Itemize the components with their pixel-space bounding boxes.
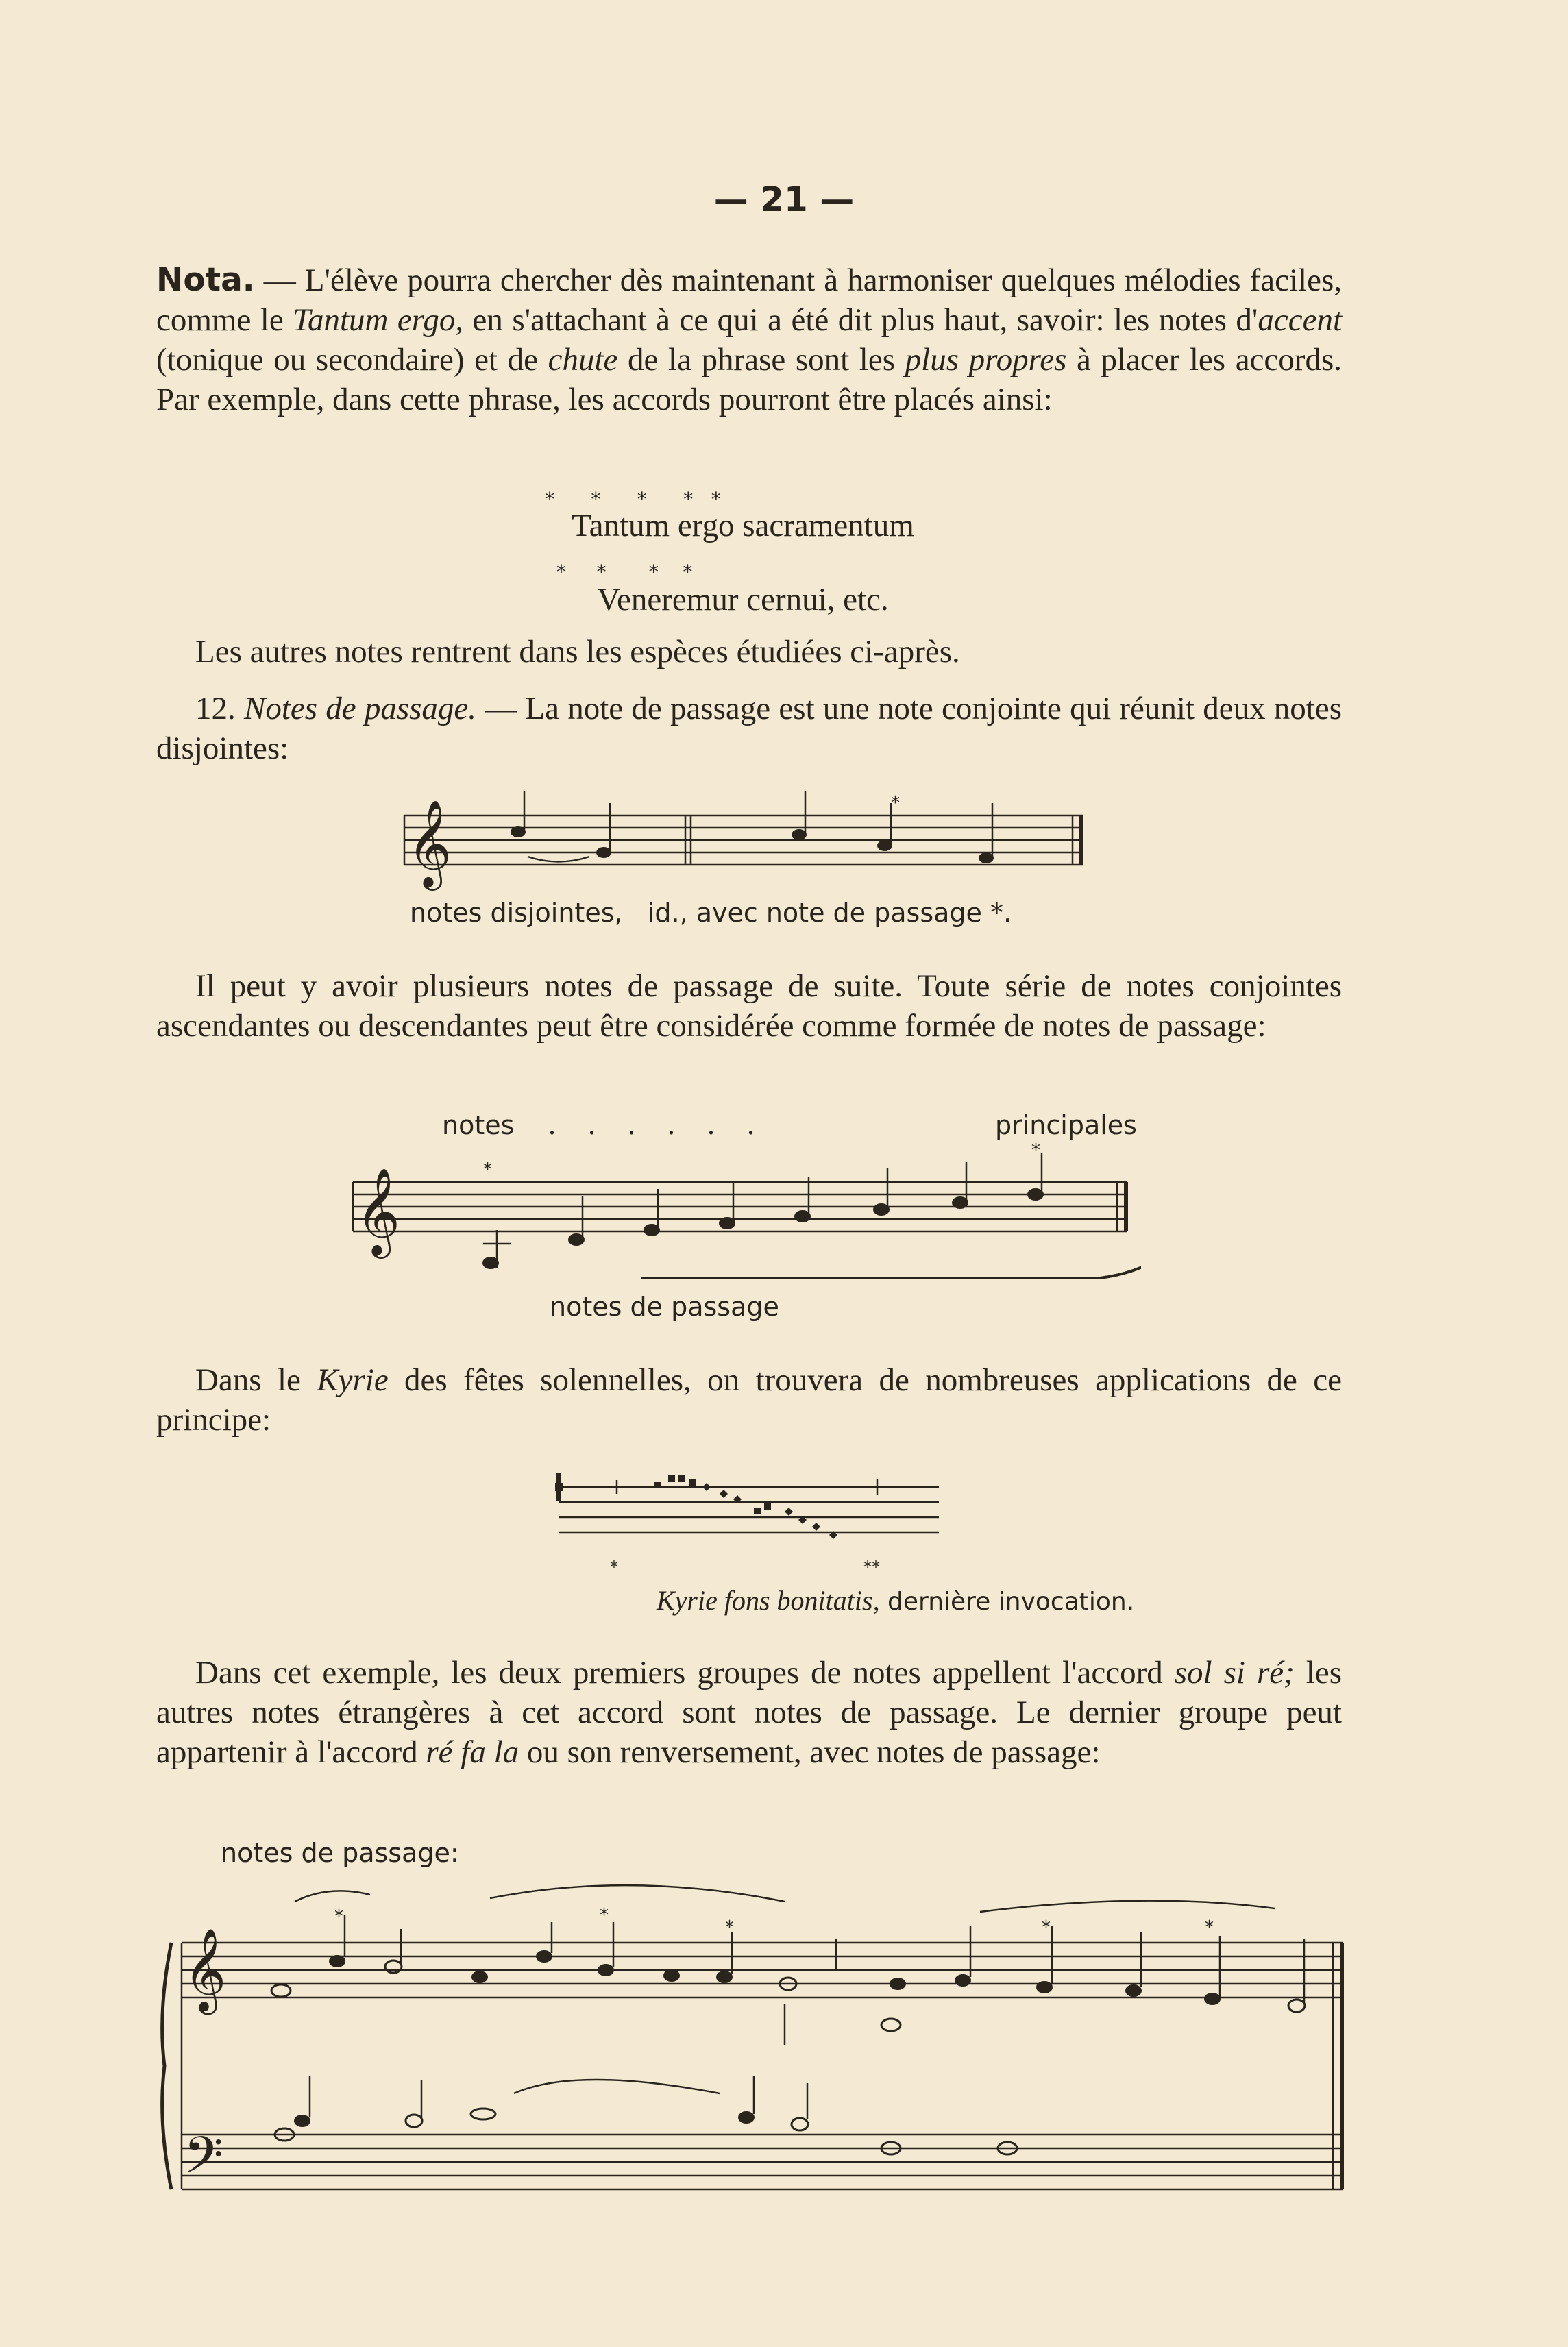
neume	[812, 1523, 820, 1531]
star-left: *	[483, 1159, 492, 1180]
passage-star: *	[1042, 1917, 1051, 1938]
figure-3-neumes	[555, 1475, 837, 1539]
passage-star: *	[334, 1906, 343, 1927]
figure-2-staff	[346, 1141, 1141, 1285]
note-head	[979, 852, 994, 863]
figure-2-notes	[482, 1188, 1044, 1269]
note-head	[792, 829, 807, 840]
note-head	[598, 1964, 614, 1976]
note-head	[873, 1203, 890, 1216]
note-head	[1036, 1981, 1053, 1993]
figure-3-caption: Kyrie fons bonitatis, dernière invocation.	[657, 1585, 1135, 1616]
neume	[754, 1508, 761, 1514]
figure-2-caption: notes de passage	[550, 1292, 779, 1322]
neume	[668, 1475, 675, 1482]
note-head	[596, 847, 611, 858]
kyrie-paragraph: Dans le Kyrie des fêtes solennelles, on trouvera de nombreuses applications de ce principe:	[156, 1362, 1343, 1438]
neume	[689, 1479, 696, 1486]
note-head	[644, 1224, 660, 1236]
autres-paragraph: Les autres notes rentrent dans les espèces étudiées ci-après.	[195, 634, 960, 669]
note-head	[663, 1969, 680, 1982]
section-12-title: Notes de passage.	[243, 691, 477, 726]
bass-clef-icon: 𝄢	[184, 2126, 223, 2198]
page-number: — 21 —	[713, 180, 855, 219]
neume	[785, 1508, 793, 1516]
note-head	[881, 2019, 901, 2031]
neume	[720, 1490, 728, 1498]
note-head	[406, 2115, 422, 2127]
note-head	[1288, 2000, 1305, 2012]
note-head	[294, 2115, 310, 2127]
note-head	[716, 1971, 733, 1983]
neume	[555, 1483, 563, 1491]
accent-stars-line1: * * * * *	[545, 488, 721, 511]
figure-4-grand-staff	[151, 1874, 1357, 2203]
note-head	[952, 1196, 968, 1209]
tantum-ergo-line: Tantum ergo sacramentum	[572, 508, 914, 543]
mark-left: *	[610, 1558, 618, 1576]
note-head	[482, 1257, 499, 1269]
section-12-paragraph: 12. Notes de passage. — La note de passage est une note conjointe qui réunit deux notes disjointes:	[156, 691, 1342, 766]
note-head	[536, 1950, 552, 1963]
star-right: *	[1031, 1141, 1040, 1161]
neume	[654, 1482, 661, 1488]
figure-1-staff	[397, 788, 1097, 898]
figure-2-label-right: principales	[995, 1110, 1137, 1140]
note-head	[738, 2111, 755, 2124]
note-head	[792, 2118, 808, 2130]
note-head	[568, 1233, 585, 1246]
note-head	[471, 2109, 495, 2119]
exemple-paragraph: Dans cet exemple, les deux premiers groupes de notes appellent l'accord sol si ré; les autres notes étrangères à cet accord sont notes de passage. Le dernier groupe peut appartenir à l'accord ré fa la ou son renversement, avec notes de passage:	[156, 1655, 1342, 1770]
figure-2-dots: . . . . . .	[548, 1107, 767, 1141]
note-head	[877, 840, 892, 851]
plusieurs-paragraph: Il peut y avoir plusieurs notes de passage de suite. Toute série de notes conjointes ascendantes ou descendantes peut être considérée comme formée de notes de passage:	[156, 968, 1342, 1044]
nota-paragraph: Nota. — L'élève pourra chercher dès maintenant à harmoniser quelques mélodies faciles, comme le Tantum ergo, en s'attachant à ce qui a été dit plus haut, savoir: les notes d'accent (tonique ou secondaire) et de chute de la phrase sont les plus propres à placer les accords. Par exemple, dans cette phrase, les accords pourront être placés ainsi:	[156, 261, 1342, 417]
treble-clef-icon: 𝄞	[407, 799, 452, 887]
note-head	[794, 1210, 811, 1222]
figure-1-caption: notes disjointes, id., avec note de passage *.	[410, 898, 1012, 928]
note-head	[955, 1974, 971, 1987]
passing-note-star: *	[891, 793, 900, 813]
treble-clef-icon: 𝄞	[184, 1928, 227, 2011]
note-head	[719, 1217, 735, 1229]
note-head	[890, 1978, 906, 1990]
figure-4-label: notes de passage:	[221, 1838, 459, 1868]
note-head	[1027, 1188, 1044, 1201]
note-head	[1204, 1993, 1221, 2005]
neume	[764, 1503, 771, 1510]
passage-star: *	[1205, 1917, 1214, 1938]
note-head	[471, 1971, 488, 1983]
neume	[678, 1475, 685, 1482]
figure-4-notes	[271, 1950, 1305, 2154]
figure-2-label-left: notes	[442, 1110, 515, 1140]
veneremur-line: Veneremur cernui, etc.	[597, 582, 889, 617]
passage-star: *	[600, 1905, 609, 1926]
note-head	[385, 1961, 402, 1973]
figure-3-chant-staff	[555, 1460, 946, 1576]
note-head	[329, 1955, 345, 1967]
mark-right: **	[863, 1558, 880, 1576]
passage-star: *	[725, 1917, 734, 1938]
note-head	[511, 826, 526, 837]
note-head	[1125, 1984, 1142, 1997]
neume	[702, 1483, 711, 1491]
accent-stars-line2: * * * *	[556, 561, 693, 583]
treble-clef-icon: 𝄞	[356, 1167, 401, 1255]
nota-label: Nota.	[156, 261, 255, 299]
note-head	[271, 1984, 291, 1997]
